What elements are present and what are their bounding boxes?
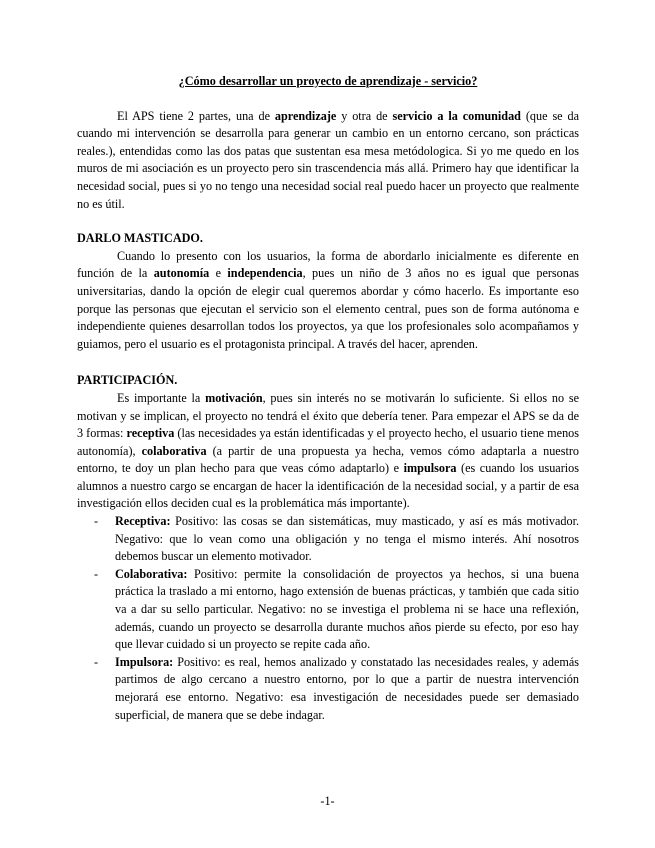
section2-text-4: (a partir de una propuesta ya hecha, vemos cómo adaptarla a nuestro entorno, te doy un plan hecho para que veas cómo adaptarlo) e [77,443,579,476]
page-number: -1- [320,794,335,808]
section2-bold-colaborativa: colaborativa [141,443,207,458]
section1-text-3: , pues un niño de 3 años no es igual que personas universitarias, dando la opción de elegir cual queremos abordar y cómo hacerlo. Es importante eso porque las personas que ejecutan el servicio son el elemento central, pues son de forma autónoma e independiente quienes desarrollan todos los proyectos, ya que los profesionales solo acompañamos y guiamos, pero el usuario es el protagonista principal. A través del hacer, aprenden. [77,266,579,351]
bullet-label-receptiva: Receptiva: [115,514,171,529]
intro-text-1: El APS tiene 2 partes, una de [117,108,275,123]
section2-paragraph [77,390,579,513]
section-heading-darlo-masticado: DARLO MASTICADO. [77,231,203,246]
document-title: ¿Cómo desarrollar un proyecto de aprendizaje - servicio? [178,74,478,88]
bullet-label-colaborativa: Colaborativa: [115,566,188,581]
section1-bold-independencia: independencia [227,266,303,281]
bullet-text-impulsora: Positivo: es real, hemos analizado y constatado las necesidades reales, y además partimos de algo cercano a nuestro entorno, por lo que a partir de nuestra intervención mejorará ese entorno. Negativo: esa investigación de necesidades puede ser demasiado superficial, de manera que se debe indagar. [115,654,579,722]
section2-text-1: Es importante la [117,390,206,405]
section-heading-participacion: PARTICIPACIÓN. [77,373,178,388]
section2-bold-motivacion: motivación [205,390,263,405]
section2-bold-receptiva: receptiva [126,426,175,441]
bullet-dash: - [94,514,99,529]
bullet-dash: - [94,654,99,669]
bullet-text-colaborativa: Positivo: permite la consolidación de proyectos ya hechos, si una buena práctica la traslado a mi entorno, hago extensión de buenas prácticas, y también que cada sitio va a dar su sello particular. Negativo: no se investiga el problema ni se hace una reflexión, además, cuando un proyecto se desarrolla durante muchos años pierde su efecto, por eso hay que llevar cuidado si un proyecto se repite cada año. [115,566,579,652]
bullet-label-impulsora: Impulsora: [115,654,174,669]
bullet-dash: - [94,566,99,581]
section1-paragraph [77,248,579,354]
intro-bold-servicio: servicio a la comunidad [392,108,521,123]
intro-text-3: (que se da cuando mi intervención se desarrolla para generar un cambio en un entorno cercano, son prácticas reales.), entendidas como las dos patas que sustentan esa mesa metódologica. Si yo me quedo en los muros de mi asociación es un proyecto pero sin trascendencia más allá. Primero hay que identificar la necesidad social, pues si yo no tengo una necesidad social real puedo hacer un proyecto que realmente no es útil. [77,108,580,211]
intro-paragraph [77,108,579,214]
section2-text-2: , pues sin interés no se motivarán lo suficiente. Si ellos no se motivan y se implican, el proyecto no tendrá el éxito que debería tener. Para empezar el APS se da de 3 formas: [77,390,579,441]
section2-bold-impulsora: impulsora [403,461,457,476]
section2-text-5: (es cuando los usuarios alumnos a nuestro cargo se encargan de hacer la identificación de la necesidad social, y a partir de esa investigación ellos deciden cual es la problemática más importante). [77,461,579,511]
section1-text-2: e [209,266,228,281]
section2-text-3: (las necesidades ya están identificadas y el proyecto hecho, el usuario tiene menos autonomía), [77,426,579,458]
list-item-impulsora [77,654,579,724]
section1-text-1: Cuando lo presento con los usuarios, la forma de abordarlo inicialmente es diferente en función de la [77,248,579,281]
list-item-colaborativa [77,566,579,654]
intro-text-2: y otra de [336,108,393,123]
bullet-text-receptiva: Positivo: las cosas se dan sistemáticas, muy masticado, y así es más motivador. Negativo: que lo vean como una obligación y no tenga el mismo interés. Ahí nosotros debemos buscar un elemento motivador. [115,514,579,564]
list-item-receptiva [77,513,579,566]
intro-bold-aprendizaje: aprendizaje [274,108,337,123]
bullet-list [77,513,579,724]
section1-bold-autonomia: autonomía [153,266,210,281]
